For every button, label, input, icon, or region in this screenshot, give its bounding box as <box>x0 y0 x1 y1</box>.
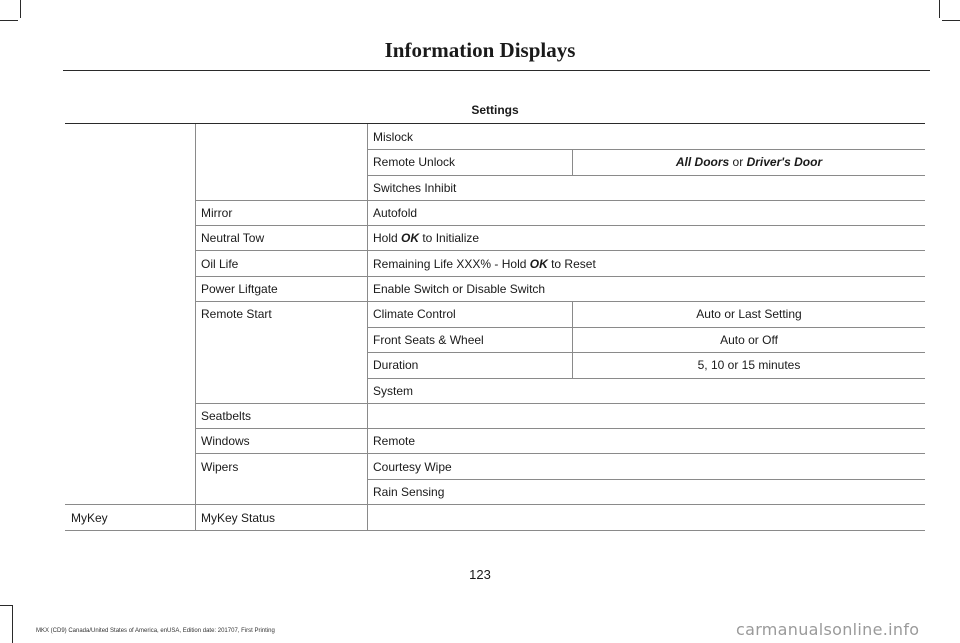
row-rule <box>367 352 925 353</box>
cell-windows-value: Remote <box>373 434 416 448</box>
cell-rain-sensing: Rain Sensing <box>373 485 445 499</box>
row-rule <box>195 200 925 201</box>
crop-mark-bottom-left-h <box>0 605 12 606</box>
text-post: to Initialize <box>419 231 480 245</box>
crop-mark-top-right-h <box>942 20 960 21</box>
cell-power-liftgate: Power Liftgate <box>201 282 278 296</box>
row-rule <box>367 175 925 176</box>
cell-wipers: Wipers <box>201 460 239 474</box>
option-conjunction: or <box>729 155 747 169</box>
page-title: Information Displays <box>384 38 576 62</box>
title-rule <box>63 70 930 71</box>
crop-mark-top-right-v <box>939 0 940 18</box>
cell-switches-inhibit: Switches Inhibit <box>373 181 457 195</box>
row-rule <box>367 149 925 150</box>
cell-duration-value: 5, 10 or 15 minutes <box>697 358 801 372</box>
cell-remote-unlock-value <box>573 155 925 169</box>
cell-power-liftgate-value: Enable Switch or Disable Switch <box>373 282 546 296</box>
page-number: 123 <box>469 567 491 582</box>
row-rule <box>65 504 925 505</box>
row-rule <box>195 276 925 277</box>
text-pre: Remaining Life XXX% - Hold <box>373 257 530 271</box>
option-drivers-door: Driver's Door <box>746 155 823 169</box>
cell-neutral-tow-value <box>373 231 479 245</box>
cell-system: System <box>373 384 414 398</box>
row-rule <box>195 453 925 454</box>
edition-footer: MKX (CD9) Canada/United States of America, enUSA, Edition date: 201707, First Printing <box>36 628 275 634</box>
cell-remote-start: Remote Start <box>201 307 272 321</box>
cell-seatbelts: Seatbelts <box>201 409 252 423</box>
row-rule <box>195 403 925 404</box>
option-all-doors: All Doors <box>675 155 730 169</box>
text-pre: Hold <box>373 231 402 245</box>
cell-oil-life: Oil Life <box>201 257 239 271</box>
row-rule <box>195 428 925 429</box>
key-ok: OK <box>529 257 548 271</box>
cell-courtesy-wipe: Courtesy Wipe <box>373 460 452 474</box>
row-rule <box>367 327 925 328</box>
cell-mislock: Mislock <box>373 130 414 144</box>
cell-oil-life-value <box>373 257 596 271</box>
cell-front-seats-value: Auto or Off <box>720 333 778 347</box>
cell-duration: Duration <box>373 358 419 372</box>
table-title: Settings <box>471 103 519 117</box>
row-rule <box>367 378 925 379</box>
column-divider <box>195 124 196 530</box>
watermark: carmanualsonline.info <box>736 620 920 639</box>
table-top-rule <box>65 123 925 124</box>
cell-climate-control: Climate Control <box>373 307 456 321</box>
row-rule <box>65 530 925 531</box>
cell-remote-unlock: Remote Unlock <box>373 155 456 169</box>
crop-mark-top-left-v <box>20 0 21 18</box>
crop-mark-bottom-left-v <box>12 605 13 643</box>
row-rule <box>367 479 925 480</box>
cell-windows: Windows <box>201 434 250 448</box>
row-rule <box>195 250 925 251</box>
cell-mirror: Mirror <box>201 206 233 220</box>
row-rule <box>195 301 925 302</box>
cell-front-seats: Front Seats & Wheel <box>373 333 484 347</box>
cell-mykey-status: MyKey Status <box>201 511 276 525</box>
key-ok: OK <box>401 231 420 245</box>
cell-climate-control-value: Auto or Last Setting <box>696 307 802 321</box>
cell-mykey: MyKey <box>71 511 108 525</box>
cell-neutral-tow: Neutral Tow <box>201 231 265 245</box>
text-post: to Reset <box>547 257 596 271</box>
cell-autofold: Autofold <box>373 206 418 220</box>
crop-mark-top-left-h <box>0 20 18 21</box>
row-rule <box>195 225 925 226</box>
